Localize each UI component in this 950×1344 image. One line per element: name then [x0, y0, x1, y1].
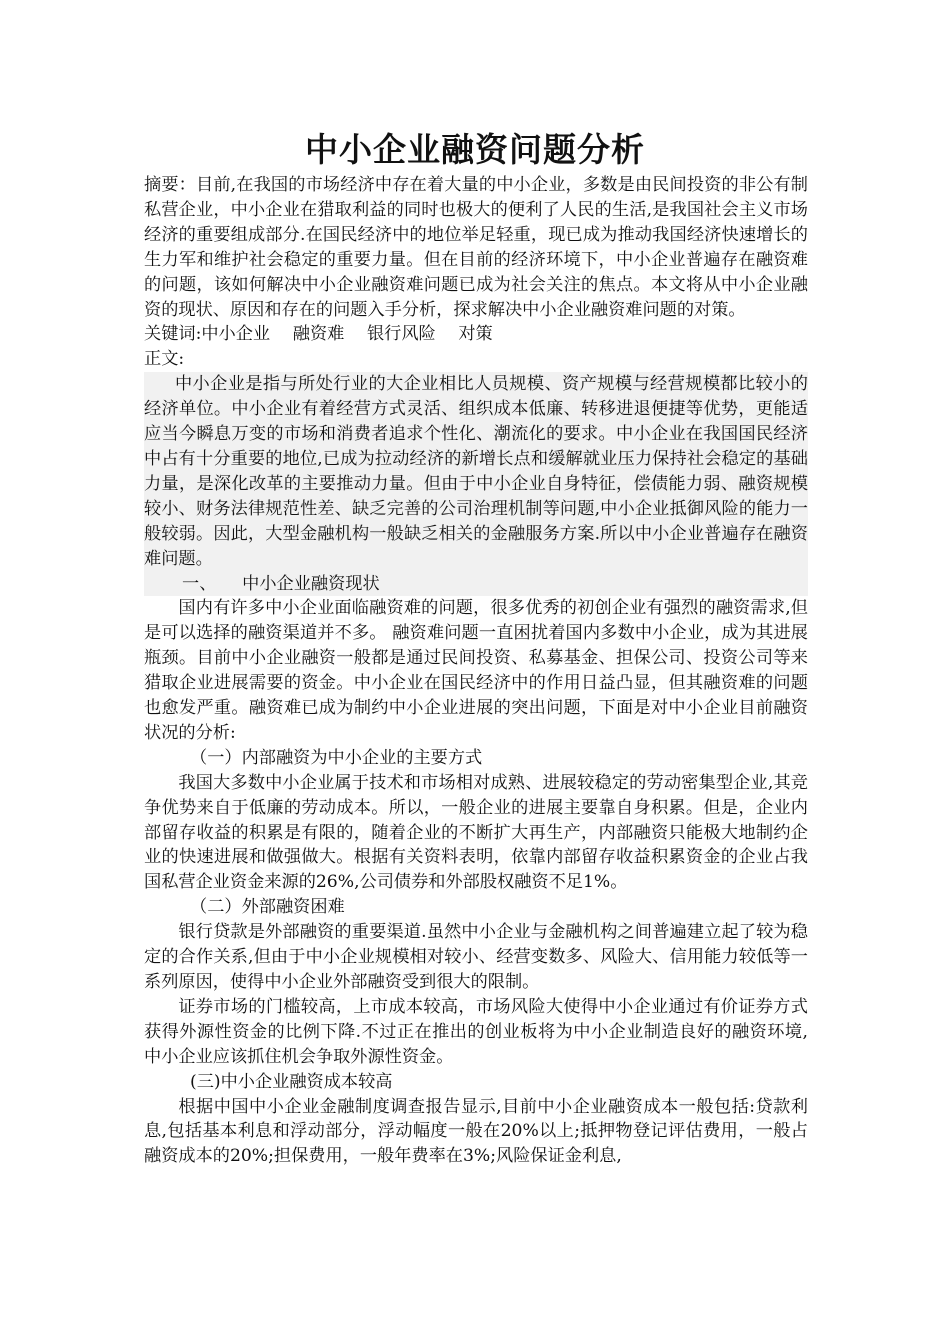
intro-paragraph: 中小企业是指与所处行业的大企业相比人员规模、资产规模与经营规模都比较小的经济单位。中小企业有着经营方式灵活、组织成本低廉、转移进退便捷等优势，更能适应当今瞬息万变的市场和消费者追求个性化、潮流化的要求。中小企业在我国国民经济中占有十分重要的地位,已成为拉动经济的新增长点和缓解就业压力保持社会稳定的基础力量，是深化改革的主要推动力量。但由于中小企业自身特征，偿债能力弱、融资规模较小、财务法律规范性差、缺乏完善的公司治理机制等问题,中小企业抵御风险的能力一般较弱。因此，大型金融机构一般缺乏相关的金融服务方案.所以中小企业普遍存在融资难问题。 — [144, 372, 808, 571]
document-title: 中小企业融资问题分析 — [305, 130, 645, 169]
subsection-paragraph-1: 我国大多数中小企业属于技术和市场相对成熟、进展较稳定的劳动密集型企业,其竞争优势来自于低廉的劳动成本。所以，一般企业的进展主要靠自身积累。但是，企业内部留存收益的积累是有限的，随着企业的不断扩大再生产，内部融资只能极大地制约企业的快速进展和做强做大。根据有关资料表明，依靠内部留存收益积累资金的企业占我国私营企业资金来源的26%,公司债券和外部股权融资不足1%。 — [144, 772, 808, 893]
document-body — [144, 173, 808, 1169]
subsection-paragraph-2b: 证券市场的门槛较高，上市成本较高，市场风险大使得中小企业通过有价证券方式获得外源性资金的比例下降.不过正在推出的创业板将为中小企业制造良好的融资环境,中小企业应该抓住机会争取外源性资金。 — [144, 996, 808, 1067]
abstract-paragraph: 摘要：目前,在我国的市场经济中存在着大量的中小企业，多数是由民间投资的非公有制私营企业，中小企业在猎取利益的同时也极大的便利了人民的生活,是我国社会主义市场经济的重要组成部分.在国民经济中的地位举足轻重，现已成为推动我国经济快速增长的生力军和维护社会稳定的重要力量。但在目前的经济环境下，中小企业普遍存在融资难的问题，该如何解决中小企业融资难问题已成为社会关注的焦点。本文将从中小企业融资的现状、原因和存在的问题入手分析，探求解决中小企业融资难问题的对策。 — [144, 175, 808, 320]
subsection-heading-3: (三)中小企业融资成本较高 — [190, 1071, 393, 1092]
body-label: 正文: — [144, 349, 185, 370]
subsection-heading-2: （二）外部融资困难 — [190, 897, 345, 918]
section-paragraph: 国内有许多中小企业面临融资难的问题，很多优秀的初创企业有强烈的融资需求,但是可以选择的融资渠道并不多。 融资难问题一直困扰着国内多数中小企业，成为其进展瓶颈。目前中小企业融资一般都是通过民间投资、私募基金、担保公司、投资公司等来猎取企业进展需要的资金。中小企业在国民经济中的作用日益凸显，但其融资难的问题也愈发严重。融资难已成为制约中小企业进展的突出问题，下面是对中小企业目前融资状况的分析: — [144, 598, 808, 743]
section-heading — [144, 572, 808, 597]
section-number: 一、 — [182, 573, 208, 594]
subsection-paragraph-3: 根据中国中小企业金融制度调查报告显示,目前中小企业融资成本一般包括:贷款利息,包括基本利息和浮动部分，浮动幅度一般在20%以上;抵押物登记评估费用，一般占融资成本的20%;担保费用，一般年费率在3%;风险保证金利息, — [144, 1096, 808, 1167]
subsection-paragraph-2a: 银行贷款是外部融资的重要渠道.虽然中小企业与金融机构之间普遍建立起了较为稳定的合作关系,但由于中小企业规模相对较小、经营变数多、风险大、信用能力较低等一系列原因，使得中小企业外部融资受到很大的限制。 — [144, 922, 808, 992]
section-title: 中小企业融资现状 — [242, 573, 380, 594]
keywords-line: 关键词:中小企业 融资难 银行风险 对策 — [144, 324, 493, 345]
subsection-heading-1: （一）内部融资为中小企业的主要方式 — [190, 747, 483, 768]
